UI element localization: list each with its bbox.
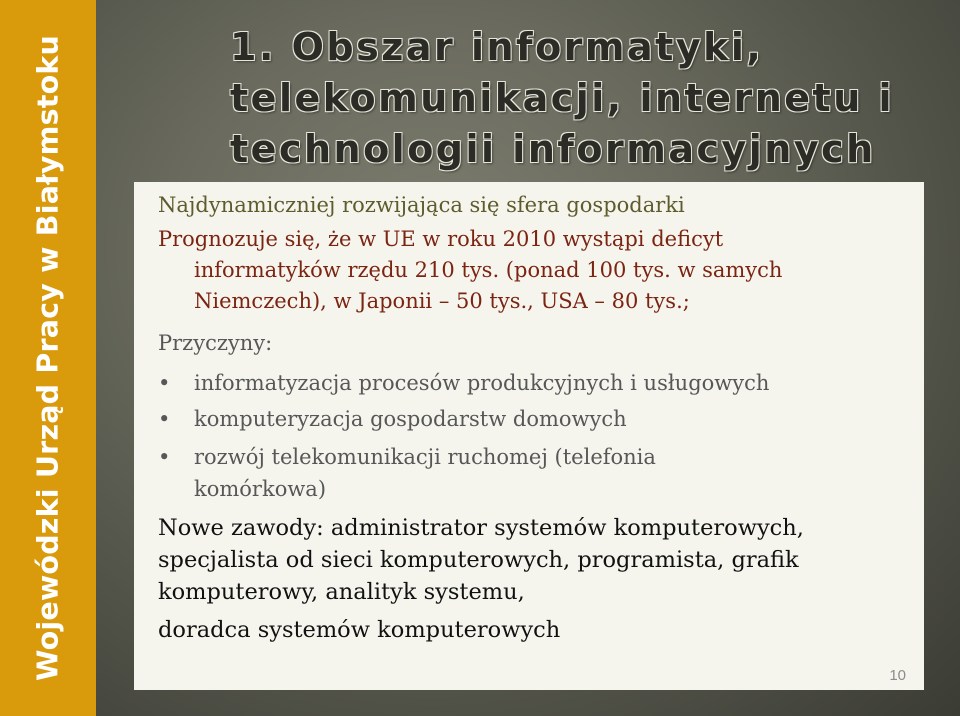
new-jobs-last-line: doradca systemów komputerowych [158,617,561,643]
bullet-icon: • [158,371,171,395]
forecast-paragraph [158,224,782,317]
causes-label: Przyczyny: [158,331,273,355]
content-panel [134,182,924,690]
new-jobs-line-2: specjalista od sieci komputerowych, programista, grafik [158,547,799,573]
sidebar-banner [0,0,96,716]
new-jobs-paragraph [158,512,804,608]
title-line-3: technologii informacyjnych [230,127,876,171]
intro-text: Najdynamiczniej rozwijająca się sfera gospodarki [158,193,685,217]
forecast-line-3: Niemczech), w Japonii – 50 tys., USA – 80 tys.; [194,289,690,313]
sidebar-organization-name: Wojewódzki Urząd Pracy w Białymstoku [31,35,65,681]
page-number: 10 [889,667,906,684]
cause-text: komputeryzacja gospodarstw domowych [194,407,627,431]
cause-text: rozwój telekomunikacji ruchomej (telefonia [194,445,656,469]
slide-title [230,22,930,175]
forecast-line-2: informatyków rzędu 210 tys. (ponad 100 tys. w samych [194,258,783,282]
bullet-icon: • [158,445,171,469]
title-line-1: 1. Obszar informatyki, [230,25,764,69]
new-jobs-line-3: komputerowy, analityk systemu, [158,579,525,605]
bullet-icon: • [158,407,171,431]
cause-text: informatyzacja procesów produkcyjnych i usługowych [194,371,770,395]
new-jobs-line-1: Nowe zawody: administrator systemów komputerowych, [158,515,804,541]
title-line-2: telekomunikacji, internetu i [230,76,895,120]
forecast-line-1: Prognozuje się, że w UE w roku 2010 wystąpi deficyt [158,227,724,251]
cause-text: komórkowa) [194,477,327,501]
